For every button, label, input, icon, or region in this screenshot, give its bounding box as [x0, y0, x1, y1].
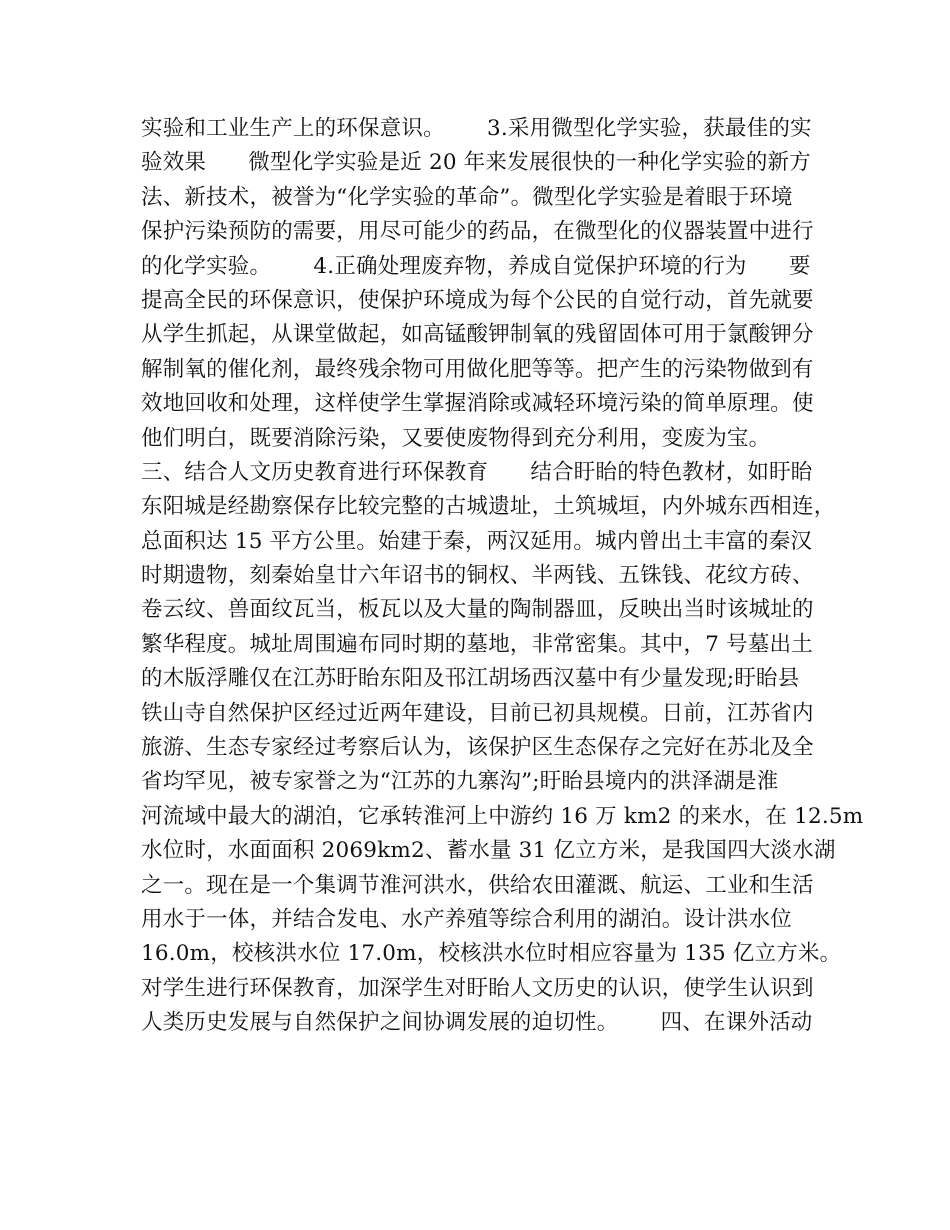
text-line: 验效果 微型化学实验是近 20 年来发展很快的一种化学实验的新方	[141, 150, 811, 176]
text-line: 对学生进行环保教育，加深学生对盱眙人文历史的认识，使学生认识到	[141, 975, 814, 1001]
text-line: 省均罕见，被专家誉之为“江苏的九寨沟”;盱眙县境内的洪泽湖是淮	[141, 769, 779, 795]
text-line: 时期遗物，刻秦始皇廿六年诏书的铜权、半两钱、五铢钱、花纹方砖、	[141, 563, 814, 589]
text-line: 16.0m，校核洪水位 17.0m，校核洪水位时相应容量为 135 亿立方米。	[141, 941, 842, 967]
text-line: 之一。现在是一个集调节淮河洪水，供给农田灌溉、航运、工业和生活	[141, 872, 814, 898]
text-line: 从学生抓起，从课堂做起，如高锰酸钾制氧的残留固体可用于氯酸钾分	[141, 322, 814, 348]
text-line: 旅游、生态专家经过考察后认为，该保护区生态保存之完好在苏北及全	[141, 735, 814, 761]
text-line: 用水于一体，并结合发电、水产养殖等综合利用的湖泊。设计洪水位	[141, 906, 793, 932]
text-line: 东阳城是经勘察保存比较完整的古城遗址，土筑城垣，内外城东西相连，	[141, 494, 836, 520]
text-line: 卷云纹、兽面纹瓦当，板瓦以及大量的陶制器皿，反映出当时该城址的	[141, 597, 814, 623]
text-line: 的木版浮雕仅在江苏盱眙东阳及邗江胡场西汉墓中有少量发现;盱眙县	[141, 666, 800, 692]
text-line: 三、结合人文历史教育进行环保教育 结合盱眙的特色教材，如盱眙	[141, 459, 813, 485]
text-line: 效地回收和处理，这样使学生掌握消除或减轻环境污染的简单原理。使	[141, 391, 814, 417]
text-line: 总面积达 15 平方公里。始建于秦，两汉延用。城内曾出土丰富的秦汉	[141, 528, 813, 554]
text-line: 铁山寺自然保护区经过近两年建设，目前已初具规模。日前，江苏省内	[141, 700, 814, 726]
text-line: 水位时，水面面积 2069km2、蓄水量 31 亿立方米，是我国四大淡水湖	[141, 838, 836, 864]
text-line: 保护污染预防的需要，用尽可能少的药品，在微型化的仪器装置中进行	[141, 219, 814, 245]
text-line: 繁华程度。城址周围遍布同时期的墓地，非常密集。其中，7 号墓出土	[141, 631, 813, 657]
text-line: 他们明白，既要消除污染，又要使废物得到充分利用，变废为宝。	[141, 425, 771, 451]
text-line: 解制氧的催化剂，最终残余物可用做化肥等等。把产生的污染物做到有	[141, 356, 814, 382]
text-line: 人类历史发展与自然保护之间协调发展的迫切性。 四、在课外活动	[141, 1010, 813, 1036]
text-line: 的化学实验。 4.正确处理废弃物，养成自觉保护环境的行为 要	[141, 253, 811, 279]
text-line: 实验和工业生产上的环保意识。 3.采用微型化学实验，获最佳的实	[141, 116, 812, 141]
body-text	[141, 112, 864, 1041]
text-line: 河流域中最大的湖泊，它承转淮河上中游约 16 万 km2 的来水，在 12.5m	[141, 803, 864, 829]
text-line: 法、新技术，被誉为“化学实验的革命”。微型化学实验是着眼于环境	[141, 184, 793, 210]
text-line: 提高全民的环保意识，使保护环境成为每个公民的自觉行动，首先就要	[141, 287, 814, 313]
